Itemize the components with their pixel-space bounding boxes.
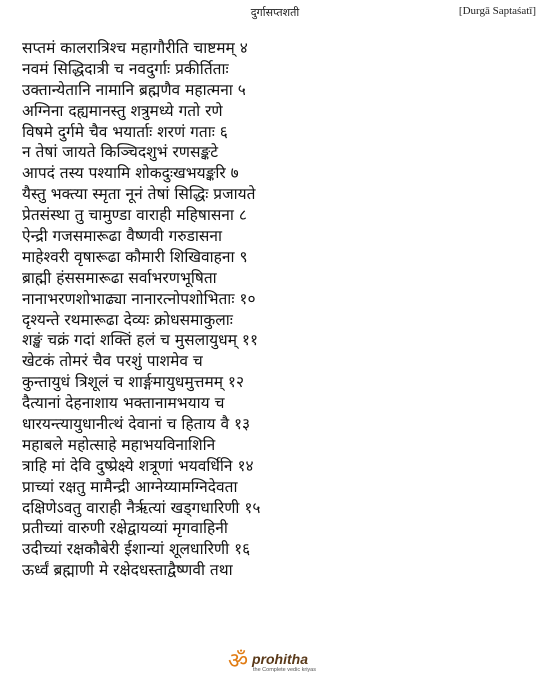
verse-line: प्राच्यां रक्षतु मामैन्द्री आग्नेय्यामग्निदेवता [22,477,238,496]
verse-line: कुन्तायुधं त्रिशूलं च शार्ङ्गमायुधमुत्तमम् १२ [22,373,245,392]
verse-line: शङ्खं चक्रं गदां शक्तिं हलं च मुसलायुधम् ११ [22,331,259,350]
verse-line: ब्राह्मी हंससमारूढा सर्वाभरणभूषिता [22,268,217,287]
verse-line: महाबले महोत्साहे महाभयविनाशिनि [22,435,216,454]
verse-line: ऐन्द्री गजसमारूढा वैष्णवी गरुडासना [22,227,223,246]
verse-line: उदीच्यां रक्षकौबेरी ईशान्यां शूलधारिणी १६ [22,540,251,559]
verse-line: दैत्यानां देहनाशाय भक्तानामभयाय च [22,394,225,413]
verse-line: उक्तान्येतानि नामानि ब्रह्मणैव महात्मना ५ [22,80,246,99]
verse-line: नानाभरणशोभाढ्या नानारत्नोपशोभिताः १० [22,289,256,308]
verse-line: नवमं सिद्धिदात्री च नवदुर्गाः प्रकीर्तिताः [22,59,229,78]
logo-tagline: the Complete vedic kriyas [253,667,316,673]
verse-line: खेटकं तोमरं चैव परशुं पाशमेव च [22,352,203,371]
verse-line: विषमे दुर्गमे चैव भयार्ताः शरणं गताः ६ [22,122,228,141]
header-title-devanagari: दुर्गासप्तशती [250,6,300,19]
verse-line: यैस्तु भक्त्या स्मृता नूनं तेषां सिद्धिः प्रजायते [22,185,256,204]
verse-line: त्राहि मां देवि दुष्प्रेक्ष्ये शत्रूणां भयवर्धिनि १४ [22,456,254,475]
verse-line: दृश्यन्ते रथमारूढा देव्यः क्रोधसमाकुलाः [22,310,233,329]
verse-block [22,38,542,581]
verse-line: ऊर्ध्वं ब्रह्माणी मे रक्षेदधस्ताद्वैष्णवी तथा [22,561,233,580]
verse-line: न तेषां जायते किञ्चिदशुभं रणसङ्कटे [22,143,219,162]
prohitha-logo [228,650,328,678]
verse-line: अग्निना दह्यमानस्तु शत्रुमध्ये गतो रणे [22,101,223,120]
header-title-roman: [Durgā Saptaśatī] [458,5,536,17]
page-header [0,0,550,22]
om-icon: ॐ [228,649,249,674]
verse-line: प्रेतसंस्था तु चामुण्डा वाराही महिषासना ८ [22,206,247,225]
verse-line: माहेश्वरी वृषारूढा कौमारी शिखिवाहना ९ [22,247,248,266]
verse-line: दक्षिणेऽवतु वाराही नैरृत्यां खड्गधारिणी १५ [22,498,261,517]
verse-line: आपदं तस्य पश्यामि शोकदुःखभयङ्करि ७ [22,164,239,183]
logo-name: prohitha [252,651,308,667]
verse-line: धारयन्त्यायुधानीत्थं देवानां च हिताय वै १३ [22,415,251,434]
verse-line: सप्तमं कालरात्रिश्च महागौरीति चाष्टमम् ४ [22,39,248,57]
verse-line: प्रतीच्यां वारुणी रक्षेद्वायव्यां मृगवाहिनी [22,519,228,538]
